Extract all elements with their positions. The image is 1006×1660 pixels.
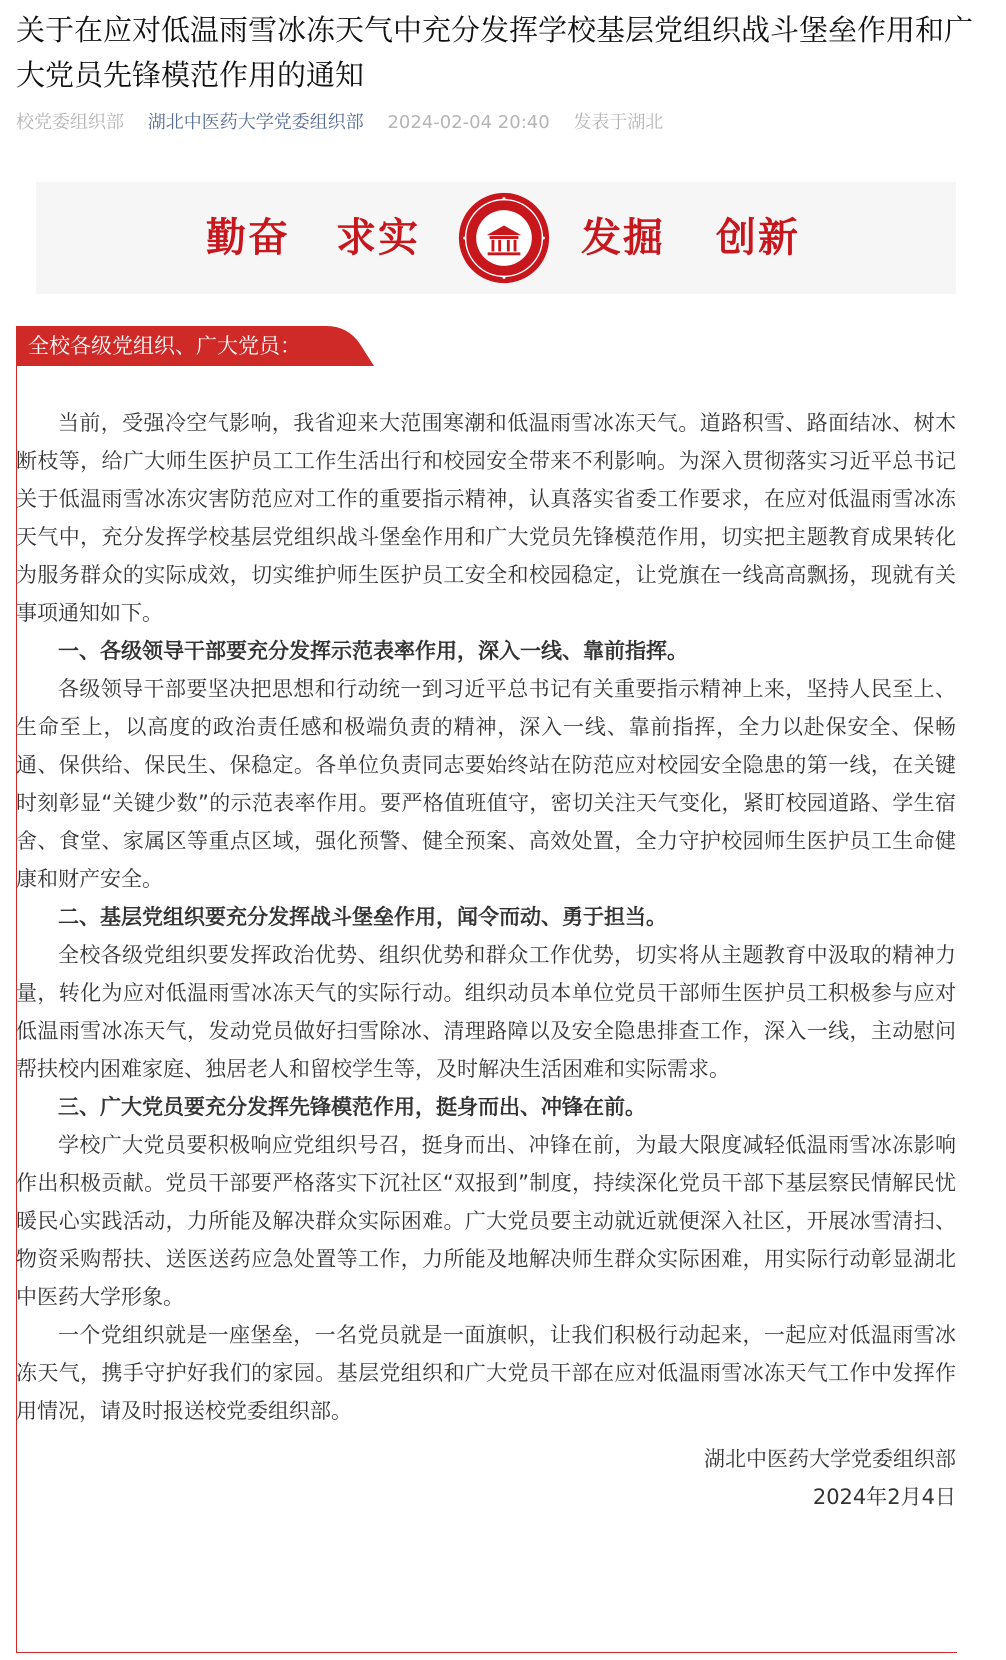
article-title: 关于在应对低温雨雪冰冻天气中充分发挥学校基层党组织战斗堡垒作用和广大党员先锋模范作用的通知 xyxy=(16,13,974,92)
motto-1: 勤奋 xyxy=(206,214,290,261)
motto-4: 创新 xyxy=(716,214,800,261)
article-meta xyxy=(16,108,681,138)
paragraph-section-1: 各级领导干部要坚决把思想和行动统一到习近平总书记有关重要指示精神上来，坚持人民至上、生命至上，以高度的政治责任感和极端负责的精神，深入一线、靠前指挥，全力以赴保安全、保畅通、保供给、保民生、保稳定。各单位负责同志要始终站在防范应对校园安全隐患的第一线，在关键时刻彰显“关键少数”的示范表率作用。要严格值班值守，密切关注天气变化，紧盯校园道路、学生宿舍、食堂、家属区等重点区域，强化预警、健全预案、高效处置，全力守护校园师生医护员工生命健康和财产安全。 xyxy=(16,677,956,891)
motto-2: 求实 xyxy=(336,214,420,261)
section-heading-1: 一、各级领导干部要充分发挥示范表率作用，深入一线、靠前指挥。 xyxy=(58,639,688,663)
salutation: 全校各级党组织、广大党员： xyxy=(28,334,301,358)
motto-3: 发掘 xyxy=(581,214,665,261)
publish-datetime: 2024-02-04 20:40 xyxy=(387,112,550,133)
section-heading-3: 三、广大党员要充分发挥先锋模范作用，挺身而出、冲锋在前。 xyxy=(58,1095,646,1119)
paragraph-intro: 当前，受强冷空气影响，我省迎来大范围寒潮和低温雨雪冰冻天气。道路积雪、路面结冰、树木断枝等，给广大师生医护员工工作生活出行和校园安全带来不利影响。为深入贯彻落实习近平总书记关于低温雨雪冰冻灾害防范应对工作的重要指示精神，认真落实省委工作要求，在应对低温雨雪冰冻天气中，充分发挥学校基层党组织战斗堡垒作用和广大党员先锋模范作用，切实把主题教育成果转化为服务群众的实际成效，切实维护师生医护员工安全和校园稳定，让党旗在一线高高飘扬，现就有关事项通知如下。 xyxy=(16,411,956,625)
university-seal-icon xyxy=(456,190,552,286)
article-body xyxy=(16,404,956,1430)
publish-location: 发表于湖北 xyxy=(573,112,664,133)
signature-date: 2024年2月4日 xyxy=(812,1485,956,1509)
account-name-link[interactable]: 湖北中医药大学党委组织部 xyxy=(147,112,364,133)
author-label: 校党委组织部 xyxy=(16,112,124,133)
paragraph-section-3: 学校广大党员要积极响应党组织号召，挺身而出、冲锋在前，为最大限度减轻低温雨雪冰冻影响作出积极贡献。党员干部要严格落实下沉社区“双报到”制度，持续深化党员干部下基层察民情解民忧暖民心实践活动，力所能及解决群众实际困难。广大党员要主动就近就便深入社区，开展冰雪清扫、物资采购帮扶、送医送药应急处置等工作，力所能及地解决师生群众实际困难，用实际行动彰显湖北中医药大学形象。 xyxy=(16,1133,956,1309)
paragraph-section-2: 全校各级党组织要发挥政治优势、组织优势和群众工作优势，切实将从主题教育中汲取的精神力量，转化为应对低温雨雪冰冻天气的实际行动。组织动员本单位党员干部师生医护员工积极参与应对低温雨雪冰冻天气，发动党员做好扫雪除冰、清理路障以及安全隐患排查工作，深入一线，主动慰问帮扶校内困难家庭、独居老人和留校学生等，及时解决生活困难和实际需求。 xyxy=(16,943,956,1081)
header-banner xyxy=(36,182,956,294)
section-heading-2: 二、基层党组织要充分发挥战斗堡垒作用，闻令而动、勇于担当。 xyxy=(58,905,667,929)
salutation-tab xyxy=(16,326,376,366)
paragraph-closing: 一个党组织就是一座堡垒，一名党员就是一面旗帜，让我们积极行动起来，一起应对低温雨雪冰冻天气，携手守护好我们的家园。基层党组织和广大党员干部在应对低温雨雪冰冻天气工作中发挥作用情况，请及时报送校党委组织部。 xyxy=(16,1323,956,1423)
signature-organization: 湖北中医药大学党委组织部 xyxy=(704,1447,956,1471)
